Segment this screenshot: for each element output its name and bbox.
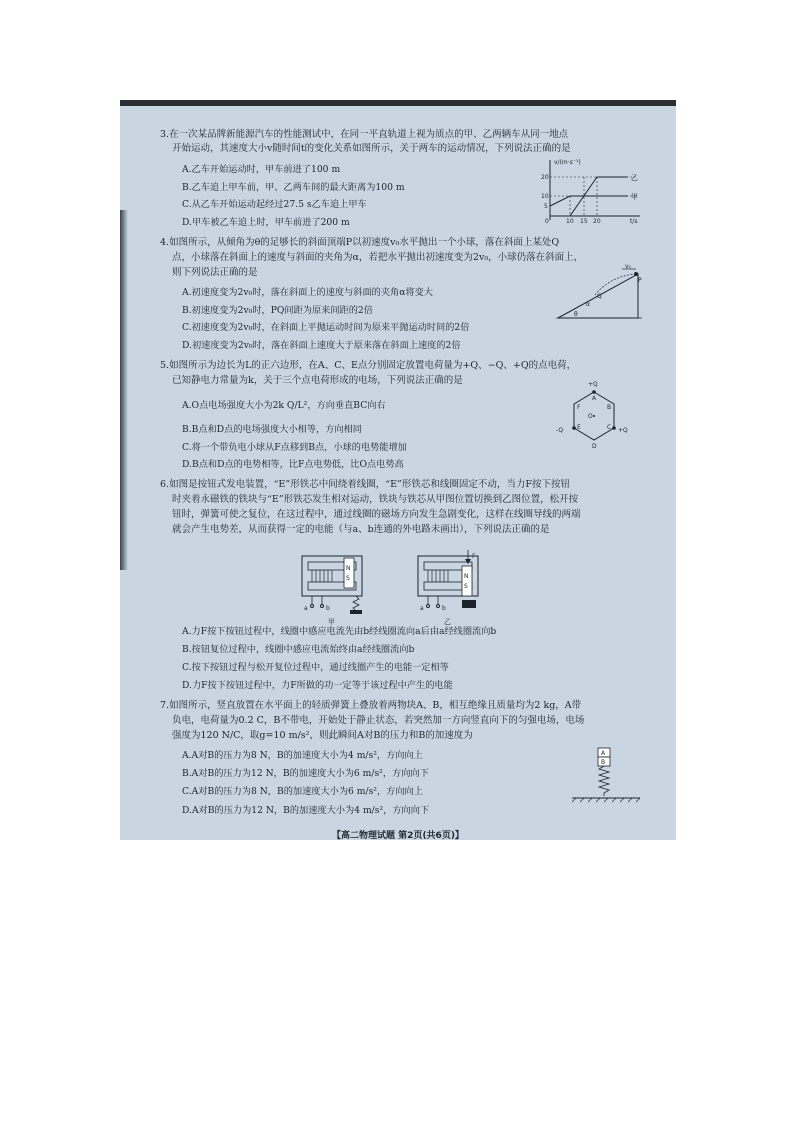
q6-option-d: D.力F按下按钮过程中，力F所做的功一定等于该过程中产生的电能 (182, 680, 453, 691)
q4-p-label: P (638, 277, 642, 284)
q6-caption-yi: 乙 (444, 618, 451, 626)
q6-yi-terminal-b: b (442, 605, 446, 612)
q5-charge-e: -Q (556, 427, 564, 434)
q5-vertex-c: C (607, 424, 612, 431)
q3-y-axis-label: v/(m·s⁻¹) (554, 159, 581, 166)
q5-charge-c: +Q (618, 427, 628, 434)
q5-hexagon-figure (552, 376, 652, 468)
q4-option-d: D.初速度变为2v₀时，落在斜面上速度大于原来落在斜面上速度的2倍 (182, 340, 461, 351)
q3-velocity-time-graph (528, 154, 646, 226)
q7-block-b: B (601, 759, 606, 766)
q4-incline-figure (552, 262, 646, 322)
q5-option-c: C.将一个带负电小球从F点移到B点，小球的电势能增加 (182, 442, 407, 453)
q3-x-tick-10: 10 (566, 218, 574, 225)
q6-force-label: F (472, 553, 476, 560)
q6-figure-jia (302, 556, 362, 626)
q3-x-tick-15: 15 (580, 218, 588, 225)
q6-yi-pole-n: N (464, 573, 469, 580)
q6-stem-line1: 6.如图是按钮式发电装置，“E”形铁芯中间绕着线圈，“E”形铁芯和线圈固定不动，当力F按下按钮 (160, 479, 570, 490)
q5-vertex-e: E (577, 424, 581, 431)
q6-yi-pole-s: S (464, 583, 468, 590)
q6-figure-yi (418, 550, 478, 626)
q3-option-b: B.乙车追上甲车前，甲、乙两车间的最大距离为100 m (182, 182, 405, 193)
scan-top-edge (120, 100, 676, 106)
q3-label-yi: 乙 (631, 174, 638, 182)
q6-generator-figure (294, 550, 500, 626)
q3-y-tick-20: 20 (541, 174, 549, 181)
q4-stem-line1: 4.如图所示，从倾角为θ的足够长的斜面顶端P以初速度v₀水平抛出一个小球，落在斜面上某处Q (160, 237, 560, 248)
q5-vertex-f: F (577, 404, 581, 411)
q6-option-a: A.力F按下按钮过程中，线圈中感应电流先由b经线圈流向a后由a经线圈流向b (182, 626, 497, 637)
q5-option-a: A.O点电场强度大小为2k Q/L²，方向垂直BC向右 (182, 400, 386, 411)
q6-option-b: B.按钮复位过程中，线圈中感应电流始终由a经线圈流向b (182, 644, 415, 655)
q5-charge-a: +Q (588, 381, 598, 388)
q5-vertex-a: A (592, 395, 597, 402)
q5-option-d: D.B点和D点的电势相等，比F点电势低，比O点电势高 (182, 459, 404, 470)
q3-x-axis-label: t/s (630, 218, 638, 225)
q6-jia-pole-s: S (346, 575, 350, 582)
q7-stem-line3: 强度为120 N/C，取g=10 m/s²，则此瞬间A对B的压力和B的加速度为 (172, 730, 473, 741)
page-footer: 【高二物理试题 第2页(共6页)】 (332, 831, 464, 840)
q5-center-o: O (588, 413, 593, 420)
q5-vertex-b: B (607, 404, 612, 411)
q7-option-b: B.A对B的压力为12 N，B的加速度大小为6 m/s²，方向向下 (182, 768, 429, 779)
q7-option-c: C.A对B的压力为8 N，B的加速度大小为6 m/s²，方向向上 (182, 786, 423, 797)
q6-stem-line4: 就会产生电势差，从而获得一定的电能（与a、b连通的外电路未画出），下列说法正确的是 (172, 524, 550, 535)
q4-v0-label: v₀ (625, 263, 631, 270)
q3-x-tick-0: 0 (545, 218, 549, 225)
q5-option-b: B.B点和D点的电场强度大小相等，方向相同 (182, 424, 362, 435)
q3-y-tick-10: 10 (541, 193, 549, 200)
q6-jia-pole-n: N (346, 565, 351, 572)
q3-label-jia: 甲 (631, 193, 638, 201)
q6-option-c: C.按下按钮过程与松开复位过程中，通过线圈产生的电能一定相等 (182, 662, 449, 673)
q7-option-a: A.A对B的压力为8 N，B的加速度大小为4 m/s²，方向向上 (182, 750, 423, 761)
q6-stem-line2: 时夹着永磁铁的铁块与“E”形铁芯发生相对运动，铁块与铁芯从甲图位置切换到乙图位置，松开按 (172, 494, 579, 505)
q4-stem-line3: 则下列说法正确的是 (172, 267, 258, 278)
q3-series-jia (550, 196, 628, 206)
q7-option-d: D.A对B的压力为12 N，B的加速度大小为4 m/s²，方向向下 (182, 805, 430, 816)
q5-stem-line1: 5.如图所示为边长为L的正六边形，在A、C、E点分别固定放置电荷量为+Q、−Q、+Q的点电荷， (160, 360, 577, 371)
q3-stem-line2: 开始运动，其速度大小v随时间t的变化关系如图所示，关于两车的运动情况，下列说法正确的是 (172, 143, 571, 154)
q7-stem-line1: 7.如图所示，竖直放置在水平面上的轻质弹簧上叠放着两物块A、B，相互绝缘且质量均为2 kg，A带 (160, 700, 582, 711)
q7-block-a: A (601, 750, 606, 757)
q3-x-tick-20: 20 (593, 218, 601, 225)
q4-alpha-label: α (586, 301, 590, 308)
q3-option-a: A.乙车开始运动时，甲车前进了100 m (182, 164, 341, 175)
q4-option-c: C.初速度变为2v₀时，在斜面上平抛运动时间为原来平抛运动时间的2倍 (182, 322, 470, 333)
q7-spring-figure (568, 744, 644, 806)
q4-q-label: Q (597, 293, 602, 300)
q4-theta-label: θ (574, 311, 578, 318)
q6-yi-terminal-a: a (420, 605, 424, 612)
q3-y-tick-5: 5 (544, 203, 548, 210)
q5-vertex-d: D (592, 443, 597, 450)
q3-option-d: D.甲车被乙车追上时，甲车前进了200 m (182, 217, 350, 228)
q5-stem-line2: 已知静电力常量为k，关于三个点电荷形成的电场，下列说法正确的是 (172, 375, 463, 386)
q3-stem-line1: 3.在一次某品牌新能源汽车的性能测试中，在同一平直轨道上视为质点的甲、乙两辆车从同一地点 (160, 129, 569, 140)
binding-shadow (120, 210, 128, 570)
scanned-page (120, 100, 676, 840)
q3-option-c: C.从乙车开始运动起经过27.5 s乙车追上甲车 (182, 199, 367, 210)
q7-stem-line2: 负电，电荷量为0.2 C，B不带电，开始处于静止状态，若突然加一方向竖直向下的匀强电场，电场 (172, 715, 585, 726)
q6-caption-jia: 甲 (328, 618, 335, 626)
q6-jia-terminal-b: b (326, 605, 330, 612)
q6-jia-terminal-a: a (304, 605, 308, 612)
q4-stem-line2: 点，小球落在斜面上的速度与斜面的夹角为α，若把水平抛出初速度变为2v₀，小球仍落在斜面上， (172, 252, 584, 263)
q4-option-a: A.初速度变为2v₀时，落在斜面上的速度与斜面的夹角α将变大 (182, 287, 433, 298)
q6-stem-line3: 钮时，弹簧可使之复位，在这过程中，通过线圈的磁场方向发生急剧变化，这样在线圈导线的两端 (172, 509, 581, 520)
q4-option-b: B.初速度变为2v₀时，PQ间距为原来间距的2倍 (182, 305, 373, 316)
